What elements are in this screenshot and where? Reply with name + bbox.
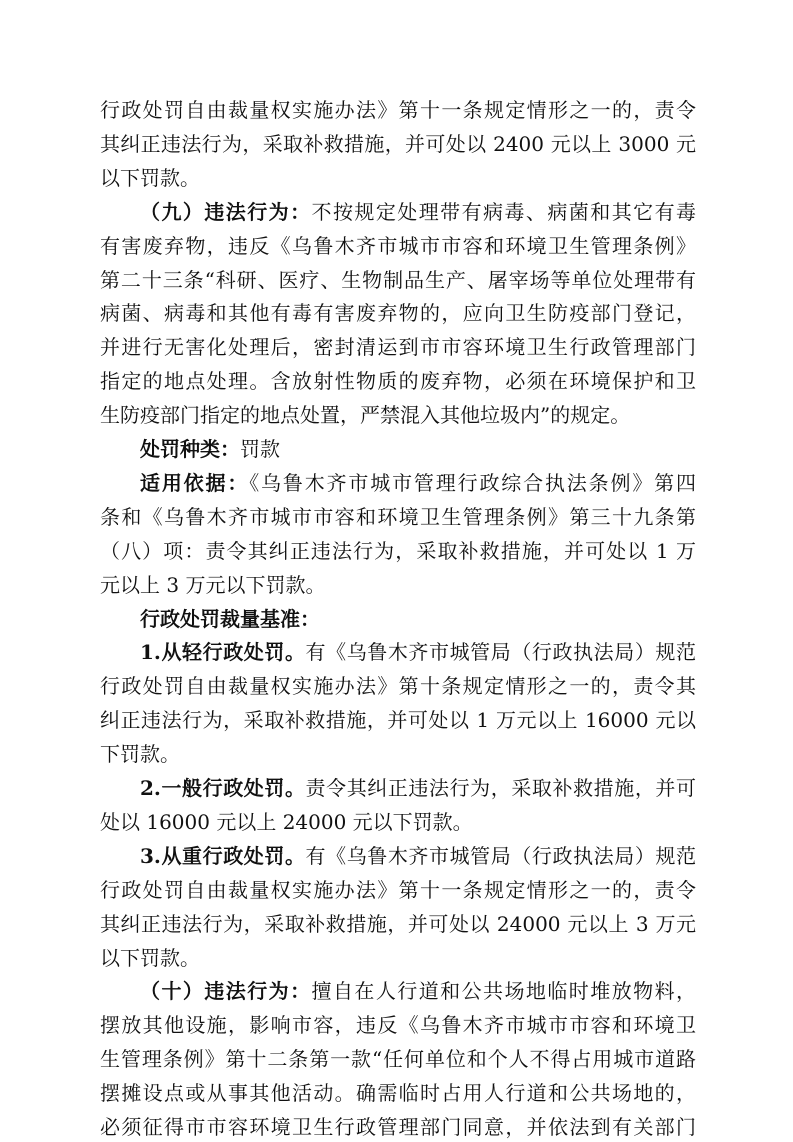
severe-penalty-line [140,841,696,871]
line-text: （八）项：责令其纠正违法行为，采取补救措施，并可处以 1 万 [100,538,696,563]
line-text: 下罚款。 [100,742,180,767]
line-bold-lead: 1.从轻行政处罚。 [140,640,306,665]
text-line [100,705,696,735]
text-line [100,366,696,396]
text-line [100,570,696,600]
line-text: 责令其纠正违法行为，采取补救措施，并可 [305,776,696,800]
line-text: 以下罚款。 [100,945,200,970]
section-10-heading-line [140,976,696,1006]
line-text: 病菌、病毒和其他有毒有害废弃物的，应向卫生防疫部门登记， [100,301,696,326]
line-text: 必须征得市市容环境卫生行政管理部门同意，并依法到有关部门 [100,1115,696,1139]
line-text: 生管理条例》第十二条第一款“任何单位和个人不得占用城市道路 [100,1047,696,1072]
penalty-type-line [140,434,696,464]
line-text: 行政处罚自由裁量权实施办法》第十一条规定情形之一的，责令 [100,98,696,122]
text-line [100,807,696,837]
text-line [100,875,696,905]
line-text: 《乌鲁木齐市城市管理行政综合执法条例》第四 [249,470,697,495]
line-text: 有《乌鲁木齐市城管局（行政执法局）规范 [305,640,696,665]
text-line [100,231,696,261]
line-text: 第二十三条“科研、医疗、生物制品生产、屠宰场等单位处理带有 [100,267,696,292]
line-text: 罚款 [240,437,280,461]
lenient-penalty-line [140,637,696,667]
line-text: 有《乌鲁木齐市城管局（行政执法局）规范 [305,843,696,868]
text-line [100,129,696,159]
text-line [100,909,696,939]
line-text: 摆放其他设施，影响市容，违反《乌鲁木齐市城市市容和环境卫 [100,1013,696,1038]
line-text: 其纠正违法行为，采取补救措施，并可处以 2400 元以上 3000 元 [100,131,696,156]
text-line [100,265,696,295]
line-bold-lead: 行政处罚裁量基准： [140,606,320,631]
line-text: 条和《乌鲁木齐市城市市容和环境卫生管理条例》第三十九条第 [100,504,696,529]
line-bold-lead: 2.一般行政处罚。 [140,776,306,800]
line-text: 擅自在人行道和公共场地临时堆放物料， [311,979,697,1004]
line-bold-lead: （九）违法行为： [140,199,312,224]
line-text: 以下罚款。 [100,165,200,190]
text-line [100,95,696,125]
line-text: 有害废弃物，违反《乌鲁木齐市城市市容和环境卫生管理条例》 [100,233,696,258]
line-text: 行政处罚自由裁量权实施办法》第十条规定情形之一的，责令其 [100,674,696,699]
text-line [100,1044,696,1074]
line-text: 指定的地点处理。含放射性物质的废弃物，必须在环境保护和卫 [100,369,696,394]
line-text: 摆摊设点或从事其他活动。确需临时占用人行道和公共场地的， [100,1081,696,1106]
text-line [100,1078,696,1108]
text-line [100,400,696,430]
discretion-standard-heading [140,604,696,634]
line-bold-lead: 3.从重行政处罚。 [140,843,306,868]
line-text: 生防疫部门指定的地点处置，严禁混入其他垃圾内”的规定。 [100,403,631,428]
line-bold-lead: 适用依据： [140,470,250,495]
text-line [100,163,696,193]
line-bold-lead: （十）违法行为： [140,979,312,1004]
text-line [100,502,696,532]
line-text: 处以 16000 元以上 24000 元以下罚款。 [100,809,473,834]
legal-basis-line [140,468,696,498]
text-line [100,1010,696,1040]
text-line [100,739,696,769]
section-9-heading-line [140,197,696,227]
line-text: 元以上 3 万元以下罚款。 [100,572,326,597]
text-line [100,1112,696,1142]
line-bold-lead: 处罚种类： [140,437,240,461]
text-line [100,671,696,701]
text-line [100,943,696,973]
line-text: 不按规定处理带有病毒、病菌和其它有毒 [311,199,697,224]
line-text: 并进行无害化处理后，密封清运到市市容环境卫生行政管理部门 [100,335,696,360]
text-line [100,332,696,362]
line-text: 其纠正违法行为，采取补救措施，并可处以 24000 元以上 3 万元 [100,911,696,936]
line-text: 行政处罚自由裁量权实施办法》第十一条规定情形之一的，责令 [100,877,696,902]
general-penalty-line [140,773,696,803]
text-line [100,536,696,566]
line-text: 纠正违法行为，采取补救措施，并可处以 1 万元以上 16000 元以 [100,708,696,733]
text-line [100,298,696,328]
